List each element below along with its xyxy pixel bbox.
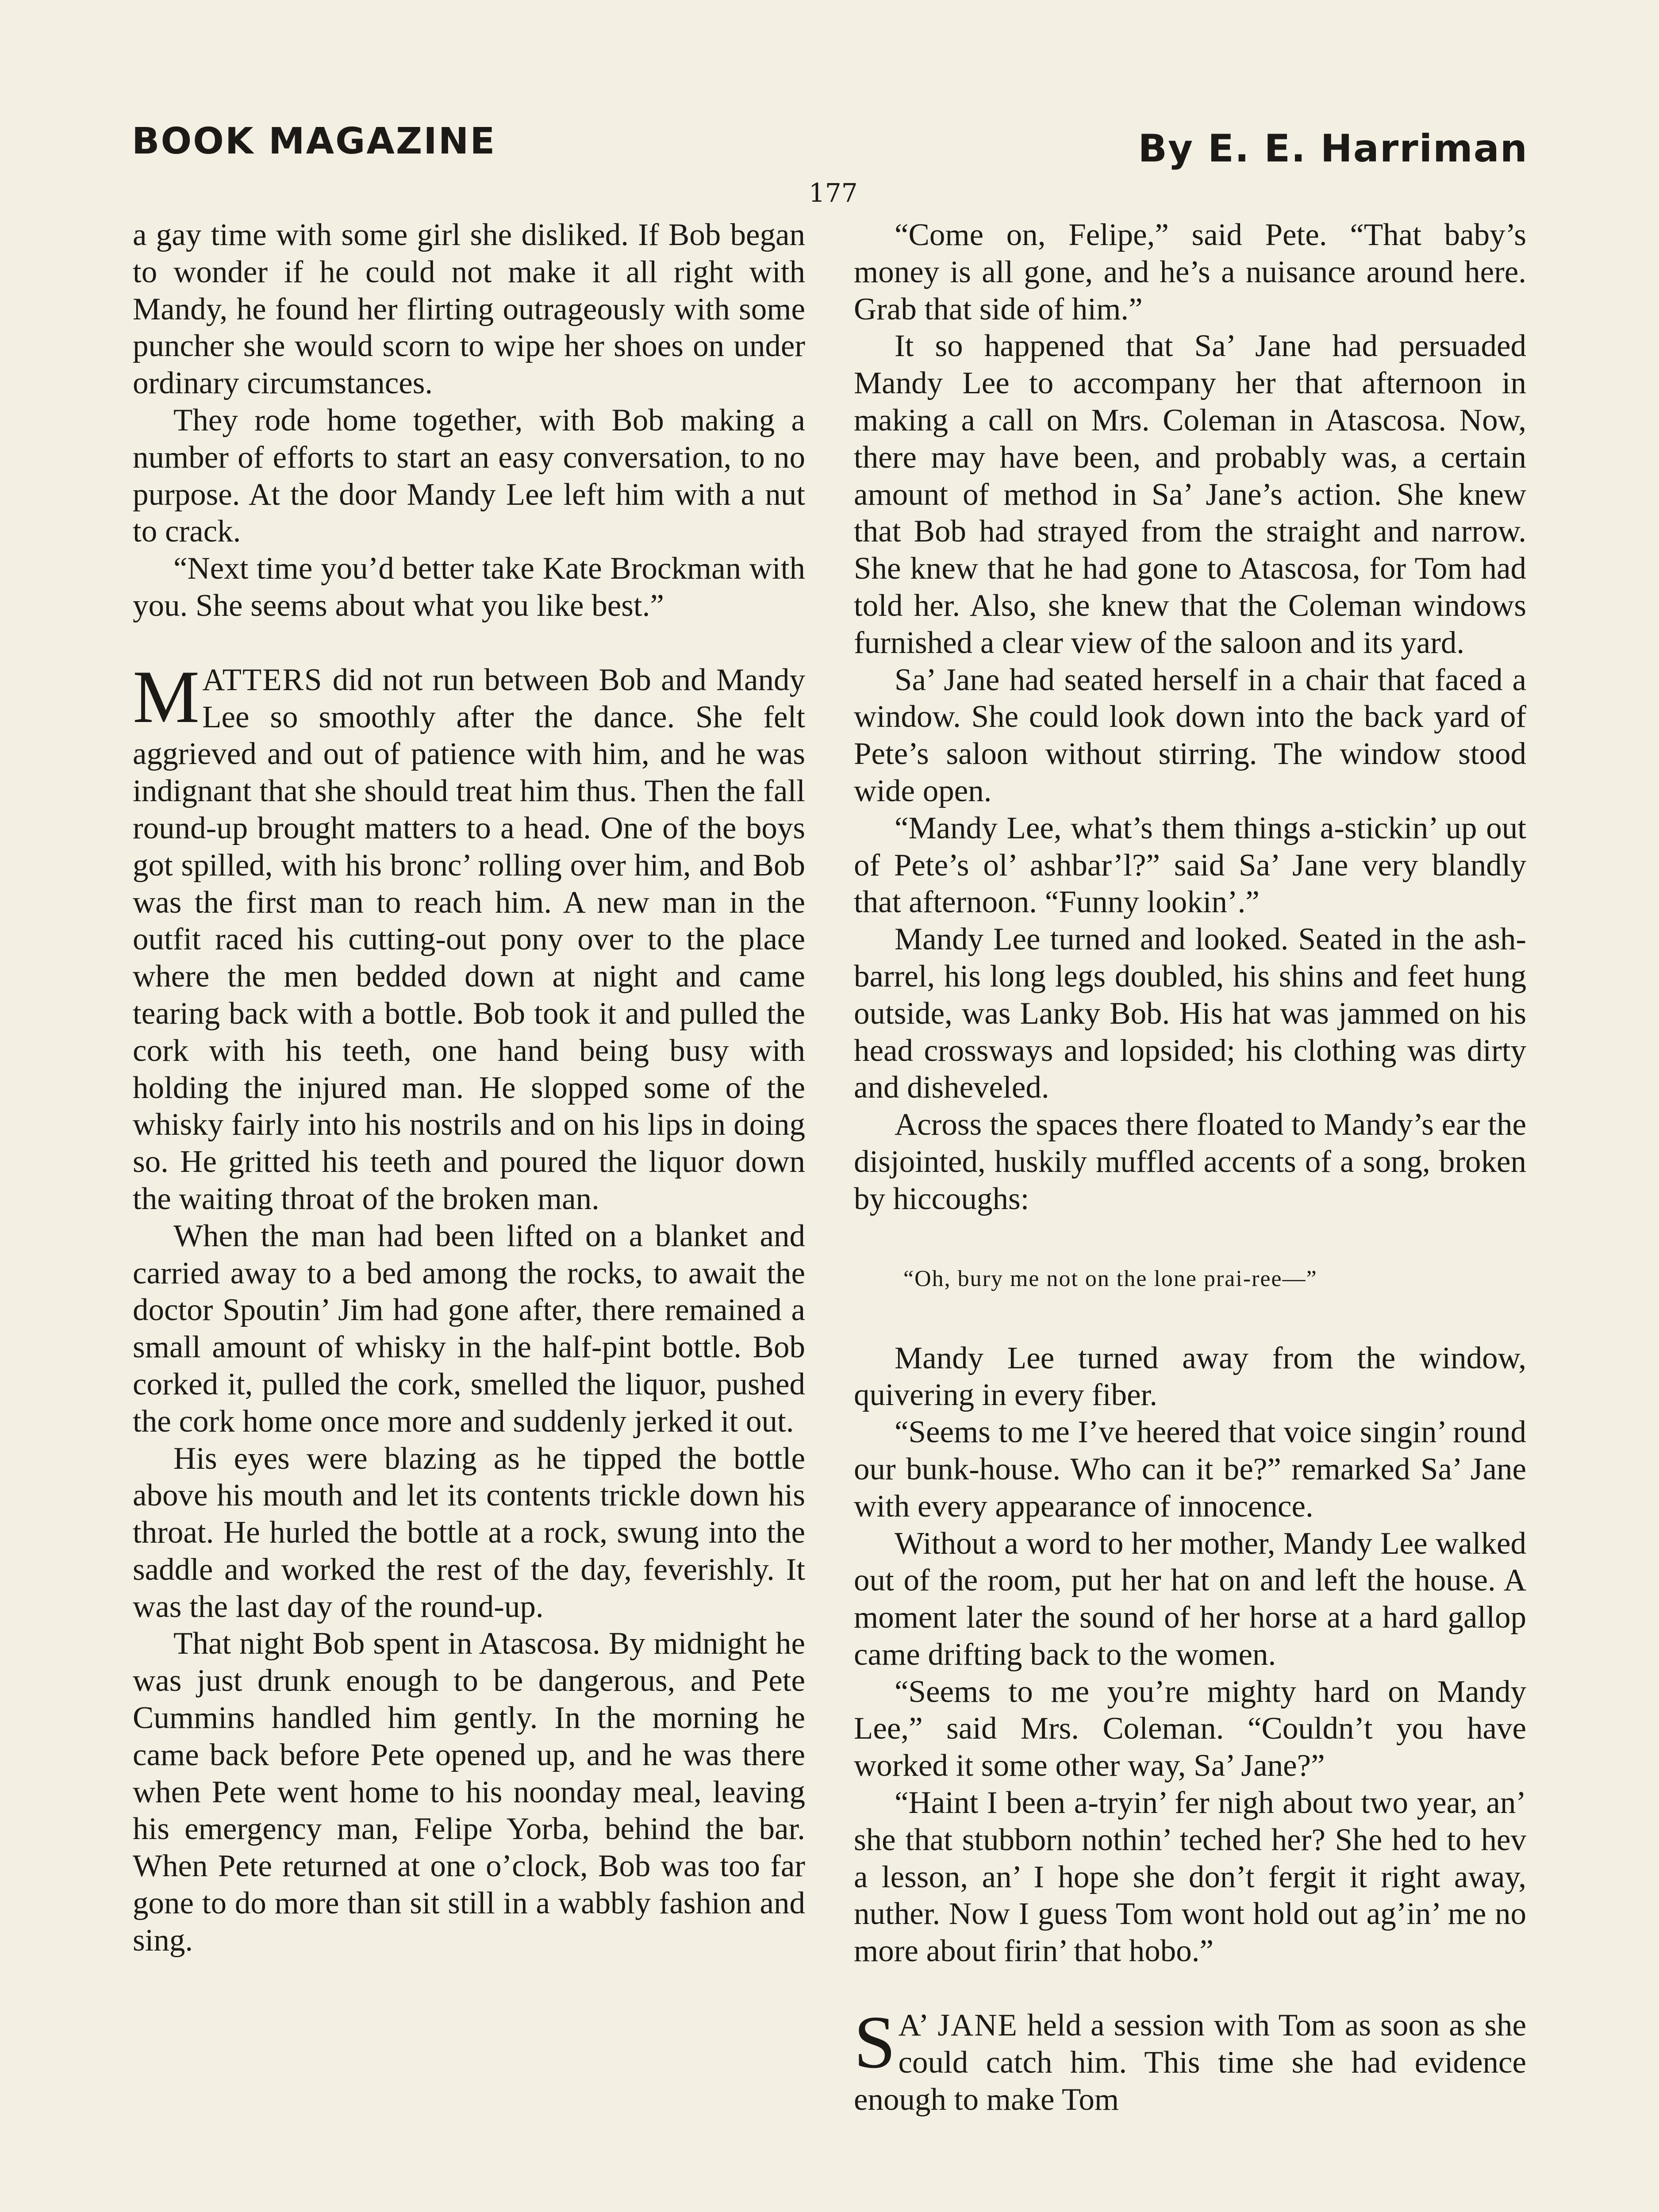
paragraph: When the man had been lifted on a blanket and carried away to a bed among the rocks, to await the doctor Spoutin’ Jim had gone after, there remained a small amount of whisky in the half-pint bottle. Bob corked it, pulled the cork, smelled the liquor, pushed the cork home once more and suddenly jerked it out.	[133, 1218, 805, 1439]
page-number: 177	[809, 178, 858, 208]
paragraph: His eyes were blazing as he tipped the bottle above his mouth and let its contents trickle down his throat. He hurled the bottle at a rock, swung into the saddle and worked the rest of the day, feverishly. It was the last day of the round-up.	[133, 1441, 805, 1624]
paragraph: Mandy Lee turned and looked. Seated in the ash-barrel, his long legs doubled, his shins and feet hung outside, was Lanky Bob. His hat was jammed on his head crossways and lopsided; his clothing was dirty and disheveled.	[854, 922, 1526, 1105]
section-break	[854, 1970, 1526, 2007]
song-verse: “Oh, bury me not on the lone prai-ree—”	[903, 1266, 1317, 1291]
paragraph-drop-cap	[133, 655, 805, 1218]
paragraph-text: did not run between Bob and Mandy Lee so smoothly after the dance. She felt aggrieved and out of patience with him, and he was indignant that she should treat him thus. Then the fall round-up brought matters to a head. One of the boys got spilled, with his bronc’ rolling over him, and Bob was the first man to reach him. A new man in the outfit raced his cutting-out pony over to the place where the men bedded down at night and came tearing back with a bottle. Bob took it and pulled the cork with his teeth, one hand being busy with holding the injured man. He slopped some of the whisky fairly into his nostrils and on his lips in doing so. He gritted his teeth and poured the liquor down the waiting throat of the broken man.	[133, 662, 805, 1216]
paragraph: “Mandy Lee, what’s them things a-stickin’ up out of Pete’s ol’ ashbar’l?” said Sa’ Jane very blandly that afternoon. “Funny lookin’.”	[854, 810, 1526, 920]
paragraph-drop-cap	[854, 2001, 1527, 2118]
publication-title: BOOK MAGAZINE	[132, 120, 496, 162]
paragraph: It so happened that Sa’ Jane had persuaded Mandy Lee to accompany her that afternoon in making a call on Mrs. Coleman in Atascosa. Now, there may have been, and probably was, a certain amount of method in Sa’ Jane’s action. She knew that Bob had strayed from the straight and narrow. She knew that he had gone to Atascosa, for Tom had told her. Also, she knew that the Coleman windows furnished a clear view of the saloon and its yard.	[854, 329, 1526, 660]
paragraph: They rode home together, with Bob making a number of efforts to start an easy conversation, to no purpose. At the door Mandy Lee left him with a nut to crack.	[133, 403, 805, 549]
paragraph: Without a word to her mother, Mandy Lee walked out of the room, put her hat on and left the house. A moment later the sound of her horse at a hard gallop came drifting back to the women.	[854, 1526, 1526, 1672]
section-break	[133, 625, 805, 662]
paragraph: a gay time with some girl she disliked. If Bob began to wonder if he could not make it all right with Mandy, he found her flirting outrageously with some puncher she would scorn to wipe her shoes on under ordinary circumstances.	[133, 218, 805, 401]
paragraph: That night Bob spent in Atascosa. By midnight he was just drunk enough to be dangerous, and Pete Cummins handled him gently. In the morning he came back before Pete opened up, and he was there when Pete went home to his noonday meal, leaving his emergency man, Felipe Yorba, behind the bar. When Pete returned at one o’clock, Bob was too far gone to do more than sit still in a wabbly fashion and sing.	[133, 1626, 805, 1958]
left-column	[133, 217, 805, 1959]
paragraph: Across the spaces there floated to Mandy’s ear the disjointed, huskily muffled accents of a song, broken by hiccoughs:	[854, 1107, 1526, 1216]
paragraph: “Seems to me you’re mighty hard on Mandy Lee,” said Mrs. Coleman. “Couldn’t you have worked it some other way, Sa’ Jane?”	[854, 1674, 1526, 1783]
paragraph: “Seems to me I’ve heered that voice singin’ round our bunk-house. Who can it be?” remarked Sa’ Jane with every appearance of innocence.	[854, 1415, 1526, 1524]
drop-cap-word: A’ JANE	[898, 2008, 1018, 2043]
paragraph: “Next time you’d better take Kate Brockman with you. She seems about what you like best.”	[133, 551, 805, 623]
paragraph: Mandy Lee turned away from the window, quivering in every fiber.	[854, 1340, 1526, 1413]
right-column	[854, 217, 1526, 2118]
drop-cap-letter: M	[133, 655, 200, 738]
paragraph: “Haint I been a-tryin’ fer nigh about two year, an’ she that stubborn nothin’ teched her? She hed to hev a lesson, an’ I hope she don’t fergit it right away, nuther. Now I guess Tom wont hold out ag’in’ me no more about firin’ that hobo.”	[854, 1786, 1526, 1969]
paragraph: “Come on, Felipe,” said Pete. “That baby’s money is all gone, and he’s a nuisance around here. Grab that side of him.”	[854, 218, 1526, 326]
drop-cap-letter: S	[854, 2001, 896, 2084]
paragraph: Sa’ Jane had seated herself in a chair that faced a window. She could look down into the back yard of Pete’s saloon without stirring. The window stood wide open.	[854, 662, 1526, 808]
author-byline: By E. E. Harriman	[1138, 127, 1528, 171]
paragraph-text: held a session with Tom as soon as she could catch him. This time she had evidence enough to make Tom	[854, 2008, 1527, 2117]
drop-cap-word: ATTERS	[202, 662, 323, 697]
